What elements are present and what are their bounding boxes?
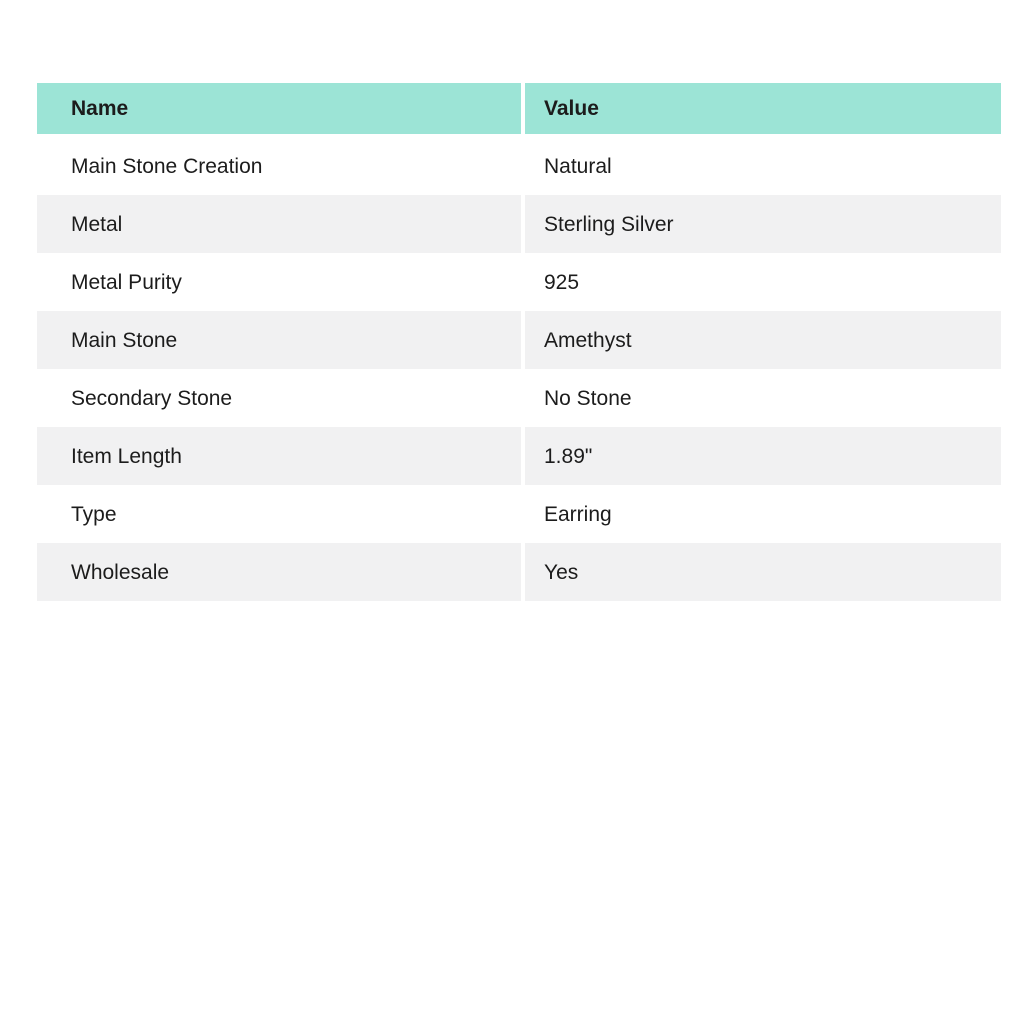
table-row <box>37 137 1001 195</box>
table-row <box>37 195 1001 253</box>
table-header-row <box>37 83 1001 134</box>
attribute-name-cell: Main Stone Creation <box>37 137 521 195</box>
attribute-value-cell: Yes <box>525 543 1001 601</box>
attribute-name-cell: Item Length <box>37 427 521 485</box>
name-column-header: Name <box>37 83 521 134</box>
table-row <box>37 427 1001 485</box>
attribute-value-cell: Natural <box>525 137 1001 195</box>
attribute-name-cell: Main Stone <box>37 311 521 369</box>
attribute-value-cell: No Stone <box>525 369 1001 427</box>
attribute-name-cell: Type <box>37 485 521 543</box>
attribute-value-cell: Earring <box>525 485 1001 543</box>
table-row <box>37 253 1001 311</box>
attribute-value-cell: Sterling Silver <box>525 195 1001 253</box>
attribute-name-cell: Metal <box>37 195 521 253</box>
table-row <box>37 369 1001 427</box>
attribute-name-cell: Wholesale <box>37 543 521 601</box>
attribute-value-cell: 925 <box>525 253 1001 311</box>
table-row <box>37 485 1001 543</box>
table-row <box>37 311 1001 369</box>
table-row <box>37 543 1001 601</box>
attribute-value-cell: Amethyst <box>525 311 1001 369</box>
attribute-value-cell: 1.89" <box>525 427 1001 485</box>
attribute-name-cell: Secondary Stone <box>37 369 521 427</box>
attribute-name-cell: Metal Purity <box>37 253 521 311</box>
table-body <box>37 137 1001 601</box>
product-details-table <box>37 83 1001 601</box>
value-column-header: Value <box>525 83 1001 134</box>
